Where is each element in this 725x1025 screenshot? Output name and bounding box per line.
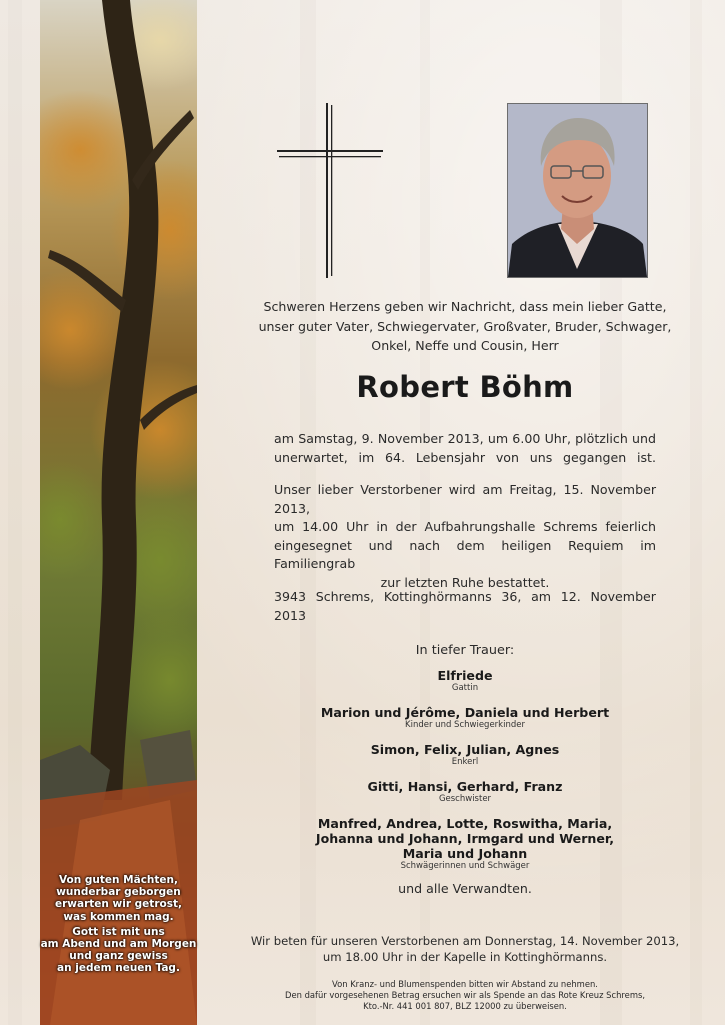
death-notice-line: unerwartet, im 64. Lebensjahr von uns gegangen ist. — [274, 449, 656, 465]
intro-line: unser guter Vater, Schwiegervater, Großvater, Bruder, Schwager, — [258, 318, 672, 334]
funeral-notice — [274, 481, 656, 592]
funeral-line: Unser lieber Verstorbener wird am Freitag, 15. November 2013, — [274, 482, 656, 516]
mourner-names: Johanna und Johann, Irmgard und Werner, — [315, 831, 615, 846]
verse-line: Von guten Mächten, — [59, 874, 178, 886]
funeral-line: eingesegnet und nach dem heiligen Requiem im Familiengrab — [274, 537, 656, 571]
mourner-names: Manfred, Andrea, Lotte, Roswitha, Maria, — [317, 816, 613, 831]
mourning-heading: In tiefer Trauer: — [415, 643, 515, 658]
mourner-group — [256, 705, 674, 731]
portrait-image — [508, 104, 647, 277]
donation-line: Von Kranz- und Blumenspenden bitten wir Abstand zu nehmen. — [332, 979, 598, 989]
relatives-line: und alle Verwandten. — [398, 881, 532, 896]
cross-icon — [277, 103, 383, 278]
verse-line: wunderbar geborgen — [56, 886, 181, 899]
mourner-role: Kinder und Schwiegerkinder — [405, 720, 525, 730]
mourner-role: Enkerl — [451, 757, 479, 767]
mourner-role: Gattin — [451, 683, 479, 693]
verse-line: und ganz gewiss — [69, 950, 168, 963]
verse-line: erwarten wir getrost, — [55, 898, 182, 911]
donation-notice — [230, 979, 700, 1012]
donation-line: Kto.-Nr. 441 001 807, BLZ 12000 zu überweisen. — [363, 1001, 567, 1011]
prayer-line: Wir beten für unseren Verstorbenen am Donnerstag, 14. November 2013, — [250, 934, 680, 948]
verse-quote — [40, 874, 197, 975]
background-tree — [8, 0, 22, 1025]
mourner-group — [256, 668, 674, 694]
mourner-names: Marion und Jérôme, Daniela und Herbert — [320, 705, 610, 720]
place-date: 3943 Schrems, Kottinghörmanns 36, am 12. November 2013 — [274, 589, 656, 623]
prayer-line: um 18.00 Uhr in der Kapelle in Kottinghörmanns. — [322, 949, 608, 964]
verse-line: Gott ist mit uns — [72, 925, 165, 938]
mourner-names: Elfriede — [437, 668, 493, 683]
forest-photo-strip — [40, 0, 197, 1025]
donation-line: Den dafür vorgesehenen Betrag ersuchen wir als Spende an das Rote Kreuz Schrems, — [285, 990, 645, 1000]
verse-line: an jedem neuen Tag. — [57, 962, 180, 975]
forest-photo — [40, 0, 197, 1025]
prayer-notice — [230, 934, 700, 965]
death-notice-line: am Samstag, 9. November 2013, um 6.00 Uhr, plötzlich und — [274, 431, 656, 446]
mourner-group — [256, 742, 674, 768]
mourner-names: Gitti, Hansi, Gerhard, Franz — [367, 779, 563, 794]
deceased-name: Robert Böhm — [356, 370, 574, 404]
mourner-role: Schwägerinnen und Schwäger — [400, 861, 530, 871]
intro-line: Onkel, Neffe und Cousin, Herr — [371, 338, 559, 353]
mourner-role: Geschwister — [438, 794, 492, 804]
mourner-names: Maria und Johann — [402, 846, 528, 861]
verse-line: am Abend und am Morgen — [40, 938, 197, 951]
funeral-line: um 14.00 Uhr in der Aufbahrungshalle Schrems feierlich — [274, 519, 656, 534]
mourner-group — [256, 779, 674, 805]
death-notice — [274, 430, 656, 467]
mourner-names: Simon, Felix, Julian, Agnes — [370, 742, 560, 757]
verse-line: was kommen mag. — [63, 910, 174, 923]
intro-text — [256, 297, 674, 356]
background-tree — [690, 0, 702, 1025]
mourner-group — [256, 816, 674, 872]
portrait-photo — [507, 103, 648, 278]
intro-line: Schweren Herzens geben wir Nachricht, dass mein lieber Gatte, — [263, 299, 667, 314]
funeral-line: zur letzten Ruhe bestattet. — [380, 574, 550, 590]
